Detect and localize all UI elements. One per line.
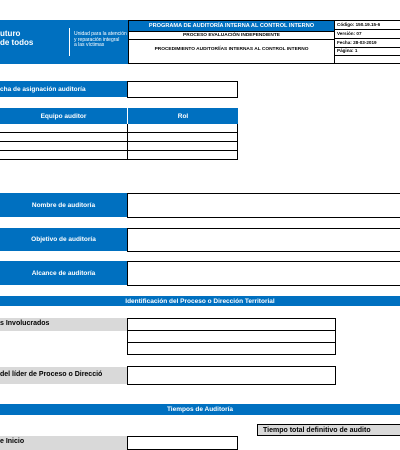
tiempo-total-label: Tiempo total definitivo de audito [263, 427, 371, 434]
lider-label-text: del líder de Proceso o Direcció [0, 371, 103, 378]
nombre-auditoria-label [0, 193, 127, 217]
tiempo-total-header [257, 424, 400, 436]
program-title [129, 21, 334, 31]
pagina-value: Página: 1 [337, 48, 358, 53]
objetivo-auditoria-label-text: Objetivo de auditoría [31, 236, 96, 243]
process-name: PROCESO EVALUACIÓN INDEPENDIENTE [183, 33, 280, 38]
fecha-asignacion-label-text: cha de asignación auditoría [0, 85, 86, 93]
logo-unit-line-2: y reparación integral [74, 36, 120, 43]
equipo-auditor-label: Equipo auditor [40, 112, 87, 120]
lider-input[interactable] [127, 366, 336, 385]
fecha-inicio-input[interactable] [127, 436, 238, 450]
objetivo-auditoria-input[interactable] [127, 228, 400, 252]
fecha-inicio-label-text: e Inicio [0, 438, 25, 445]
fecha-inicio-label [0, 436, 127, 450]
program-title-text: PROGRAMA DE AUDITORÍA INTERNA AL CONTROL INTERNO [148, 23, 315, 29]
tiempos-banner-text: Tiempos de Auditoría [166, 406, 234, 413]
rol-label: Rol [177, 112, 189, 120]
identificacion-banner-text: Identificación del Proceso o Dirección Territorial [125, 297, 275, 305]
logo-block [0, 20, 128, 64]
equipo-rows [0, 124, 238, 160]
fecha-asignacion-input[interactable] [127, 81, 238, 98]
rol-header [128, 108, 238, 124]
involucrados-label-text: s Involucrados [0, 320, 50, 327]
involucrados-label [0, 318, 127, 331]
logo-unit-line-1: Unidad para la atención [74, 31, 127, 37]
tiempos-banner [0, 404, 400, 415]
alcance-auditoria-label [0, 261, 127, 285]
codigo-value: Código: 150.19.15-6 [337, 22, 381, 27]
nombre-auditoria-label-text: Nombre de auditoría [31, 201, 96, 209]
logo-line-1: uturo [0, 29, 21, 38]
fecha-asignacion-label [0, 81, 128, 97]
logo-wordmark [0, 29, 64, 47]
logo-unit-line-3: a las víctimas [74, 42, 105, 48]
logo-divider [69, 28, 70, 56]
identificacion-banner [0, 296, 400, 306]
alcance-auditoria-label-text: Alcance de auditoría [31, 269, 96, 277]
nombre-auditoria-input[interactable] [127, 193, 400, 218]
equipo-auditor-header [0, 108, 127, 124]
involucrados-table[interactable] [127, 318, 336, 355]
version-value: Versión: 07 [337, 31, 362, 36]
procedure-name: PROCEDIMIENTO AUDITOR\ÍAS INTERNAS AL CONTROL INTERNO [154, 47, 309, 52]
logo-line-2: de todos [0, 38, 34, 47]
fecha-value: Fecha: 28-03-2019 [337, 40, 377, 45]
lider-label [0, 367, 127, 384]
logo-unit-text [74, 32, 127, 49]
objetivo-auditoria-label [0, 228, 127, 251]
alcance-auditoria-input[interactable] [127, 261, 400, 286]
